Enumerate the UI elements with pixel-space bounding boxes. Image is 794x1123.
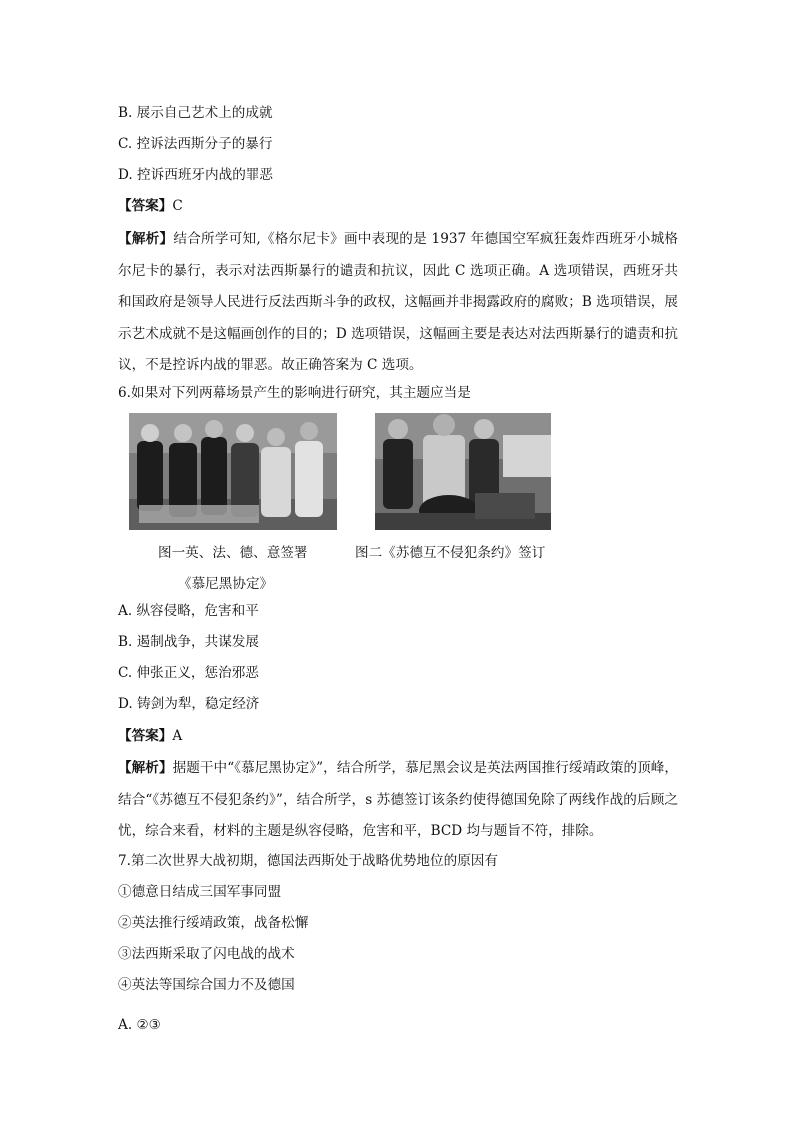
analysis-text: 结合所学可知,《格尔尼卡》画中表现的是 1937 年德国空军疯狂轰炸西班牙小城格尔尼卡的暴行，表示对法西斯暴行的谴责和抗议，因此 C 选项正确。A 选项错误，西班牙共和国政府是领导人民进行反法西斯斗争的政权，这幅画并非揭露政府的腐败；B 选项错误，展示艺术成就不是这幅画创作的目的；D 选项错误，这幅画主要是表达对法西斯暴行的谴责和抗议，不是控诉内战的罪恶。故正确答案为 C 选项。 xyxy=(118,231,679,373)
q5-option-c: C. 控诉法西斯分子的暴行 xyxy=(118,136,273,152)
analysis-label: 【解析】 xyxy=(118,231,174,247)
q6-stem: 6.如果对下列两幕场景产生的影响进行研究，其主题应当是 xyxy=(118,385,471,401)
q5-option-d: D. 控诉西班牙内战的罪恶 xyxy=(118,167,273,183)
q6-option-b: B. 遏制战争，共谋发展 xyxy=(118,634,259,650)
q7-item-1: ①德意日结成三国军事同盟 xyxy=(118,884,282,900)
q6-option-c: C. 伸张正义，惩治邪恶 xyxy=(118,665,259,681)
q7-item-3: ③法西斯采取了闪电战的战术 xyxy=(118,946,295,962)
figure2-caption: 图二《苏德互不侵犯条约》签订 xyxy=(355,545,546,561)
q5-answer xyxy=(118,197,678,215)
analysis-label: 【解析】 xyxy=(118,760,173,776)
q7-stem: 7.第二次世界大战初期，德国法西斯处于战略优势地位的原因有 xyxy=(118,853,498,869)
answer-value: C xyxy=(172,198,183,214)
q7-item-4: ④英法等国综合国力不及德国 xyxy=(118,977,295,993)
q5-analysis xyxy=(118,224,678,382)
answer-value: A xyxy=(172,728,183,744)
q7-option-a: A. ②③ xyxy=(118,1017,161,1033)
munich-agreement-photo xyxy=(129,413,337,530)
q5-option-b: B. 展示自己艺术上的成就 xyxy=(118,105,273,121)
soviet-german-pact-photo xyxy=(375,413,551,530)
q6-analysis xyxy=(118,753,678,848)
answer-label: 【答案】 xyxy=(118,728,173,744)
answer-label: 【答案】 xyxy=(118,198,173,214)
analysis-text: 据题干中“《慕尼黑协定》”，结合所学，慕尼黑会议是英法两国推行绥靖政策的顶峰，结合“《苏德互不侵犯条约》”，结合所学，s 苏德签订该条约使得德国免除了两线作战的后顾之忧，综合来看，材料的主题是纵容侵略，危害和平，BCD 均与题旨不符，排除。 xyxy=(118,760,679,839)
figure1-caption-line2: 《慕尼黑协定》 xyxy=(178,576,274,592)
figure1-caption: 图一英、法、德、意签署 xyxy=(158,545,308,561)
q6-answer xyxy=(118,727,678,745)
q6-option-d: D. 铸剑为犁，稳定经济 xyxy=(118,696,260,712)
q7-item-2: ②英法推行绥靖政策，战备松懈 xyxy=(118,915,309,931)
q6-option-a: A. 纵容侵略，危害和平 xyxy=(118,603,259,619)
